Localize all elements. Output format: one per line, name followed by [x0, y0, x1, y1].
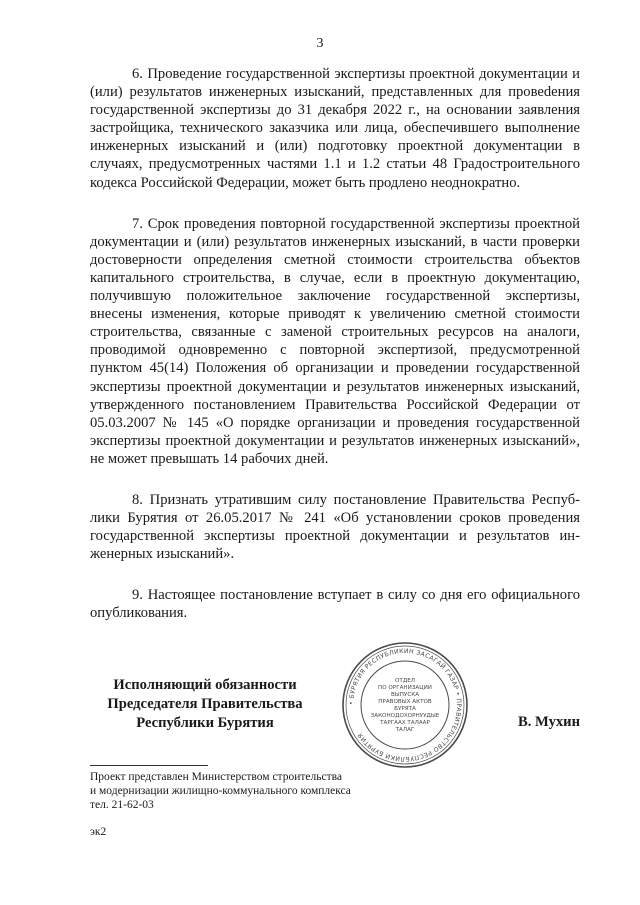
signatory-position-line: Председателя Правительства — [107, 696, 303, 712]
seal-center-line: ТАРГААХ ТАЛААР — [380, 720, 430, 726]
signatory-position — [85, 676, 325, 733]
seal-center-line: БУРЯТА — [394, 706, 416, 712]
official-seal-stamp — [340, 640, 470, 770]
seal-outer-ring-thin — [346, 646, 464, 764]
document-body — [90, 65, 580, 646]
paragraph-6: 6. Проведение государственной экспертизы проектной документации и (или) результатов инженерных изысканий, представленных для провеdения государственной экспертизы до 31 декабря 2022 г., на основании заявления застройщика, технического заказчика или лица, обеспечившего выполнение инженерных изысканий и (или) подготовку проектной документации в случаях, предусмотренных частями 1.1 и 1.2 статьи 48 Градостроительного кодекса Российской Федерации, может быть продлено неоднократно. — [90, 66, 580, 191]
seal-center-line: ОТДЕЛ — [395, 678, 415, 684]
paragraph-8: 8. Признать утратившим силу постановление Правительства Республики Бурятия от 26.05.2017 № 241 «Об установлении сроков проведения государственной экспертизы проектной документации и результатов инженерных изысканий». — [90, 491, 580, 563]
footer-line: и модернизации жилищно-коммунального комплекса — [90, 785, 351, 797]
footer-divider — [90, 765, 208, 766]
footer-phone: тел. 21-62-03 — [90, 799, 154, 811]
signature-block — [85, 676, 580, 746]
footer-line: Проект представлен Министерством строительства — [90, 771, 343, 783]
seal-center-line: ТАЛАГ — [395, 727, 415, 733]
seal-center-line: ПО ОРГАНИЗАЦИИ — [378, 685, 432, 691]
footer-note — [90, 770, 351, 812]
page-number: 3 — [316, 36, 324, 51]
document-code: эк2 — [90, 826, 107, 838]
seal-center-line: ПРАВОВЫХ АКТОВ — [378, 699, 432, 705]
seal-ring-text: • БУРЯТИЯ РЕСПУБЛИКИН ЗАСАГАЙ ГАЗАР • ПРАВИТЕЛЬСТВО РЕСПУБЛИКИ БУРЯТИЯ — [347, 647, 463, 763]
paragraph-7: 7. Срок проведения повторной государственной экспертизы проектной документации и (или) результатов инженерных изысканий, в части проверки достоверности определения сметной стоимости строительства объектов капитального строительства, в случае, если в проектную документацию, получившую положительное заключение государственной экспертизы, внесены изменения, которые приводят к увеличению сметной стоимости строительства, связанные с заменой строительных ресурсов на аналоги, проводимой одновременно с повторной экспертизой, предусмотренной пунктом 45(14) Положения об организации и проведении государственной экспертизы проектной документации и результатов инженерных изысканий, утвержденного постановлением Правительства Российской Федерации от 05.03.2007 № 145 «О порядке организации и проведения государственной экспертизы проектной документации и результатов инженерных изысканий», не может превышать 14 рабочих дней. — [90, 215, 580, 467]
seal-center-line: ВЫПУСКА — [390, 692, 420, 698]
signatory-position-line: Исполняющий обязанности — [113, 677, 297, 693]
seal-center-line: ЗАКОНОДОХОРНУУДЫЕ — [370, 713, 440, 719]
seal-outer-ring — [343, 643, 467, 767]
signatory-position-line: Республики Бурятия — [136, 715, 274, 731]
paragraph-9: 9. Настоящее постановление вступает в силу со дня его официального опубликования. — [90, 587, 580, 622]
signatory-name: В. Мухин — [517, 714, 580, 730]
seal-inner-ring — [361, 661, 449, 749]
